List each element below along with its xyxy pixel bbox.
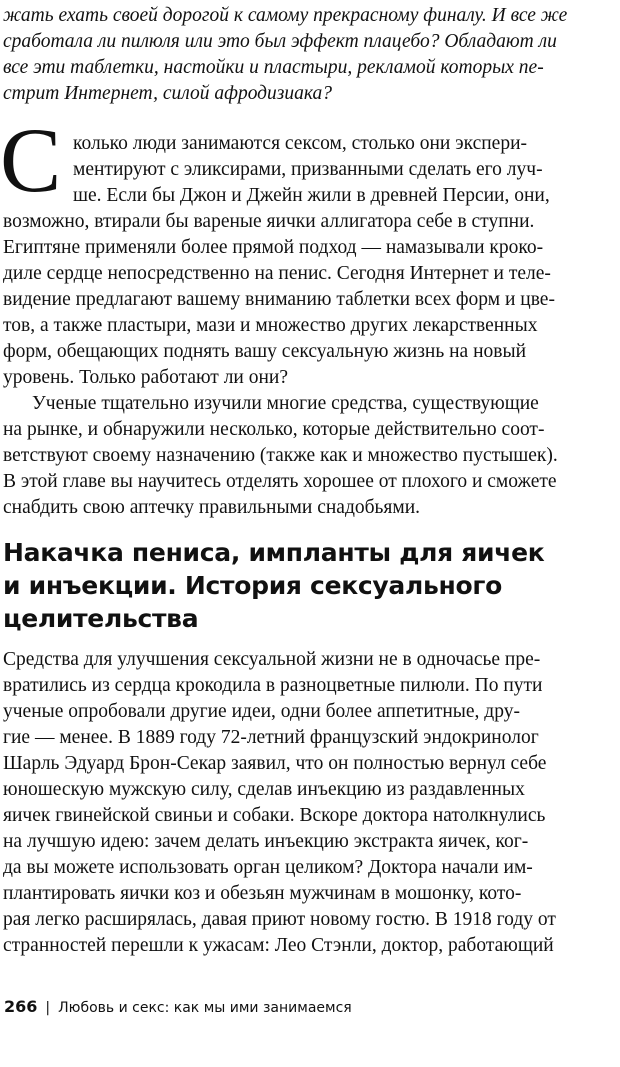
body-line: Средства для улучшения сексуальной жизни не в одночасье пре- [3, 649, 541, 670]
drop-cap: С [0, 109, 62, 211]
book-title: Любовь и секс: как мы ими занимаемся [58, 1000, 352, 1016]
body-line: видение предлагают вашему вниманию таблетки всех форм и цве- [3, 289, 555, 310]
intro-line: сработала ли пилюля или это был эффект плацебо? Обладают ли [3, 31, 557, 52]
body-line: В этой главе вы научитесь отделять хорошее от плохого и сможете [3, 471, 557, 492]
body-line: да вы можете использовать орган целиком? Доктора начали им- [3, 857, 533, 878]
body-line: колько люди занимаются сексом, столько они экспери- [73, 133, 527, 154]
body-line: странностей перешли к ужасам: Лео Стэнли, доктор, работающий [3, 935, 554, 956]
body-line: Египтяне применяли более прямой подход — намазывали кроко- [3, 237, 544, 258]
body-line: вратились из сердца крокодила в разноцветные пилюли. По пути [3, 675, 543, 696]
page-footer [4, 997, 352, 1016]
body-line: ученые опробовали другие идеи, одни более аппетитные, дру- [3, 701, 520, 722]
body-line: снабдить свою аптечку правильными снадобьями. [3, 497, 421, 518]
intro-line: все эти таблетки, настойки и пластыри, рекламой которых пе- [3, 57, 544, 78]
body-line: форм, обещающих поднять вашу сексуальную жизнь на новый [3, 341, 527, 362]
body-line: возможно, втирали бы вареные яички аллигатора себе в ступни. [3, 211, 535, 232]
footer-separator: | [45, 1000, 51, 1016]
body-line: на лучшую идею: зачем делать инъекцию экстракта яичек, ког- [3, 831, 529, 852]
body-line: ше. Если бы Джон и Джейн жили в древней Персии, они, [73, 185, 550, 206]
body-line: уровень. Только работают ли они? [3, 367, 289, 388]
section-heading: и инъекции. История сексуального [3, 571, 502, 600]
body-line: ментируют с эликсирами, призванными сделать его луч- [73, 159, 543, 180]
body-line: тов, а также пластыри, мази и множество других лекарственных [3, 315, 538, 336]
body-line: плантировать яички коз и обезьян мужчинам в мошонку, кото- [3, 883, 522, 904]
section-heading: целительства [3, 604, 199, 633]
body-line: юношескую мужскую силу, сделав инъекцию из раздавленных [3, 779, 525, 800]
section-heading: Накачка пениса, импланты для яичек [3, 538, 545, 567]
body-line: на рынке, и обнаружили несколько, которые действительно соот- [3, 419, 545, 440]
body-line: диле сердце непосредственно на пенис. Сегодня Интернет и теле- [3, 263, 551, 284]
page-number: 266 [4, 997, 38, 1016]
body-line: ветствуют своему назначению (также как и множество пустышек). [3, 445, 558, 466]
intro-line: жать ехать своей дорогой к самому прекрасному финалу. И все же [3, 5, 568, 26]
body-line: яичек гвинейской свиньи и собаки. Вскоре доктора натолкнулись [3, 805, 546, 826]
body-line: рая легко расширялась, давая приют новому гостю. В 1918 году от [3, 909, 556, 930]
body-line: Ученые тщательно изучили многие средства, существующие [32, 393, 539, 414]
body-line: гие — менее. В 1889 году 72-летний французский эндокринолог [3, 727, 539, 748]
body-line: Шарль Эдуард Брон-Секар заявил, что он полностью вернул себе [3, 753, 547, 774]
intro-line: стрит Интернет, силой афродизиака? [3, 83, 333, 104]
